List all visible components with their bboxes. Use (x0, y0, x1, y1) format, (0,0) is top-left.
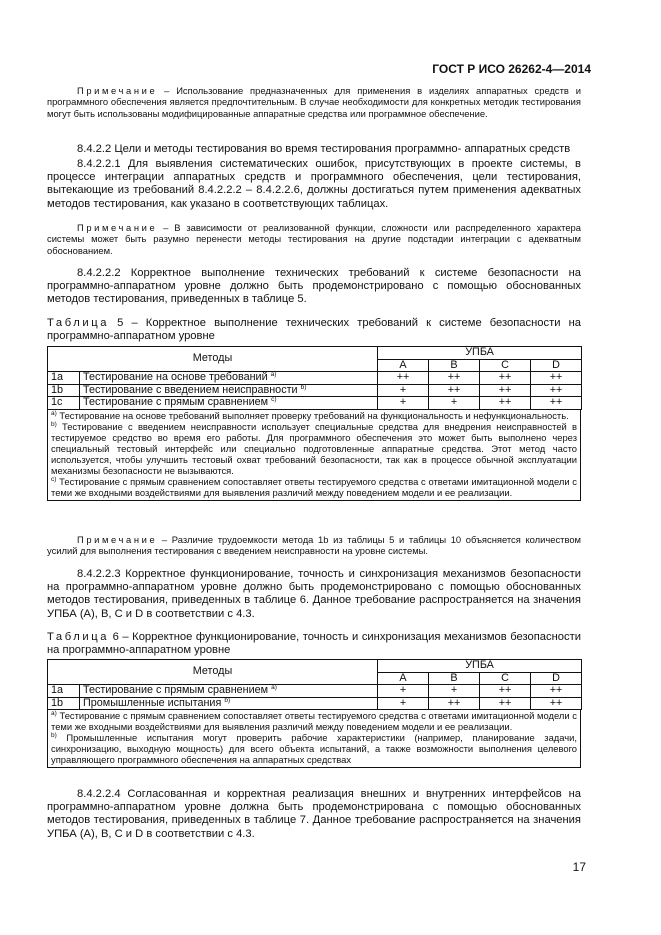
footnote-mark: c) (271, 396, 277, 404)
rating-cell: + (429, 685, 480, 698)
rating-cell: + (378, 685, 429, 698)
rating-cell: + (429, 397, 480, 410)
note-label: Примечание (77, 534, 158, 545)
level-header: A (378, 359, 429, 372)
table-row (48, 397, 582, 410)
level-header: D (531, 672, 582, 685)
rating-cell: ++ (480, 372, 531, 385)
row-id: 1a (48, 685, 80, 698)
note-2 (47, 222, 581, 256)
rating-cell: ++ (531, 685, 582, 698)
rating-cell: + (378, 384, 429, 397)
rating-cell: ++ (378, 372, 429, 385)
rating-cell: ++ (480, 697, 531, 710)
paragraph-8-4-2-2: 8.4.2.2 Цели и методы тестирования во время тестирования программно- аппаратных средств (77, 143, 571, 155)
paragraph-8-4-2-2-2: 8.4.2.2.2 Корректное выполнение технических требований к системе безопасности на программно-аппаратном уровне должно быть продемонстрировано с помощью обоснованных методов тестирования, приведенных в таблице 5. (47, 267, 581, 306)
rating-cell: ++ (531, 397, 582, 410)
footnote: $^{a)}$ Тестирование с прямым сравнением сопоставляет ответы тестируемого средства с ответами имитационной модели с теми же входными воздействиями для выявления различий между поведением модели и ее реализации. (51, 710, 577, 733)
note-text: – Различие трудоемкости метода 1b из таблицы 5 и таблицы 10 объясняется количеством усилий для выполнения тестирования с введением неисправности на уровне системы. (47, 534, 581, 557)
table-5-caption (47, 317, 581, 343)
note-text: – Использование предназначенных для применения в изделиях аппаратных средств и программного обеспечения является предпочтительным. В случае необходимости для конкретных методик тестирования могут быть использованы модифицированные аппаратные средства или программное обеспечение. (47, 85, 581, 119)
footnote: $^{b)}$ Промышленные испытания могут проверить рабочие характеристики (например, планирование задачи, синхронизацию, выходную мощность) для всего объекта испытаний, а также возможности выполнения целевого управляющего программного обеспечения на аппаратных средствах (51, 732, 577, 766)
level-header: A (378, 672, 429, 685)
methods-header: Методы (48, 660, 378, 685)
rating-cell: ++ (429, 697, 480, 710)
method-cell: Тестирование с прямым сравнением $^{c)}$ (80, 397, 378, 410)
level-header: C (480, 672, 531, 685)
rating-cell: ++ (480, 384, 531, 397)
rating-cell: + (378, 697, 429, 710)
method-cell: Тестирование с прямым сравнением $^{a)}$ (80, 685, 378, 698)
table-label: Таблица (47, 631, 110, 643)
method-cell: Тестирование с введением неисправности $^{b)}$ (80, 384, 378, 397)
table-caption-text: 6 – Корректное функционирование, точность и синхронизация механизмов безопасности на программно-аппаратном уровне (47, 631, 581, 657)
note-3 (47, 534, 581, 557)
footnote: $^{c)}$ Тестирование с прямым сравнением сопоставляет ответы тестируемого средства с ответами имитационной модели с теми же входными воздействиями для выявления различий между поведением модели и ее реализации. (51, 475, 577, 498)
footnote-mark: a) (271, 684, 277, 692)
level-header: B (429, 672, 480, 685)
page-number: 17 (572, 860, 586, 874)
footnote-mark: a) (270, 371, 277, 379)
rating-cell: + (378, 397, 429, 410)
footnote: $^{a)}$ Тестирование на основе требований выполняет проверку требований на функциональность и нефункциональность. (51, 409, 569, 421)
rating-cell: ++ (531, 384, 582, 397)
footnote-mark: b) (300, 383, 307, 391)
standard-header: ГОСТ Р ИСО 26262-4—2014 (432, 62, 591, 76)
row-id: 1b (48, 697, 80, 710)
paragraph-8-4-2-2-1: 8.4.2.2.1 Для выявления систематических ошибок, присутствующих в проекте системы, в процессе интеграции аппаратных средств и программного обеспечения, цели тестирования, вытекающие из требований 8.4.2.2.2 – 8.4.2.2.6, должны достигаться путем применения адекватных методов тестирования, как указано в соответствующих таблицах. (47, 158, 581, 210)
footnote: $^{b)}$ Тестирование с введением неисправности использует специальные средства для внедрения неисправностей в тестируемое средство во время его работы. Для программного обеспечения это может быть выполнено через специальный тестовый интерфейс или специально подготовленные аппаратные средства. Этот метод часто используется, чтобы улучшить тестовый охват требований безопасности, так как в процессе обычной эксплуатации механизмы безопасности не вызываются. (51, 420, 577, 476)
level-header: D (531, 359, 582, 372)
table-caption-text: 5 – Корректное выполнение технических требований к системе безопасности на программно-аппаратном уровне (47, 317, 581, 343)
note-label: Примечание (77, 222, 158, 233)
rating-cell: ++ (429, 384, 480, 397)
note-1 (47, 85, 581, 119)
table-row (48, 372, 582, 385)
row-id: 1b (48, 384, 80, 397)
paragraph-8-4-2-2-3: 8.4.2.2.3 Корректное функционирование, точность и синхронизация механизмов безопасности на программно-аппаратном уровне должно быть продемонстрировано с помощью обоснованных методов тестирования, приведенных в таблице 6. Данное требование распространяется на значения УПБА (A), B, C и D в соответствии с 4.3. (47, 568, 581, 620)
table-6-caption (47, 631, 581, 657)
method-cell: Тестирование на основе требований $^{a)}$ (80, 372, 378, 385)
table-6 (47, 659, 581, 768)
rating-cell: ++ (531, 372, 582, 385)
row-id: 1c (48, 397, 80, 410)
table-6-footnotes (47, 710, 581, 768)
method-cell: Промышленные испытания $^{b)}$ (80, 697, 378, 710)
table-row (48, 685, 582, 698)
table-5 (47, 346, 581, 501)
upba-header: УПБА (378, 347, 582, 360)
level-header: B (429, 359, 480, 372)
note-text: – В зависимости от реализованной функции, сложности или распределенного характера системы может быть разумно перенести методы тестирования на другие подстадии интеграции с адекватным обоснованием. (47, 222, 581, 256)
rating-cell: ++ (480, 397, 531, 410)
level-header: C (480, 359, 531, 372)
table-5-footnotes (47, 410, 581, 501)
footnote-mark: b) (224, 696, 231, 704)
table-label: Таблица (47, 317, 110, 329)
rating-cell: ++ (531, 697, 582, 710)
table-row (48, 697, 582, 710)
row-id: 1a (48, 372, 80, 385)
note-label: Примечание (77, 85, 158, 96)
upba-header: УПБА (378, 660, 582, 673)
table-row (48, 384, 582, 397)
paragraph-8-4-2-2-4: 8.4.2.2.4 Согласованная и корректная реализация внешних и внутренних интерфейсов на программно-аппаратном уровне должна быть продемонстрирована с помощью обоснованных методов тестирования, приведенных в таблице 7. Данное требование распространяется на значения УПБА (A), B, C и D в соответствии с 4.3. (47, 788, 581, 840)
rating-cell: ++ (429, 372, 480, 385)
rating-cell: ++ (480, 685, 531, 698)
methods-header: Методы (48, 347, 378, 372)
